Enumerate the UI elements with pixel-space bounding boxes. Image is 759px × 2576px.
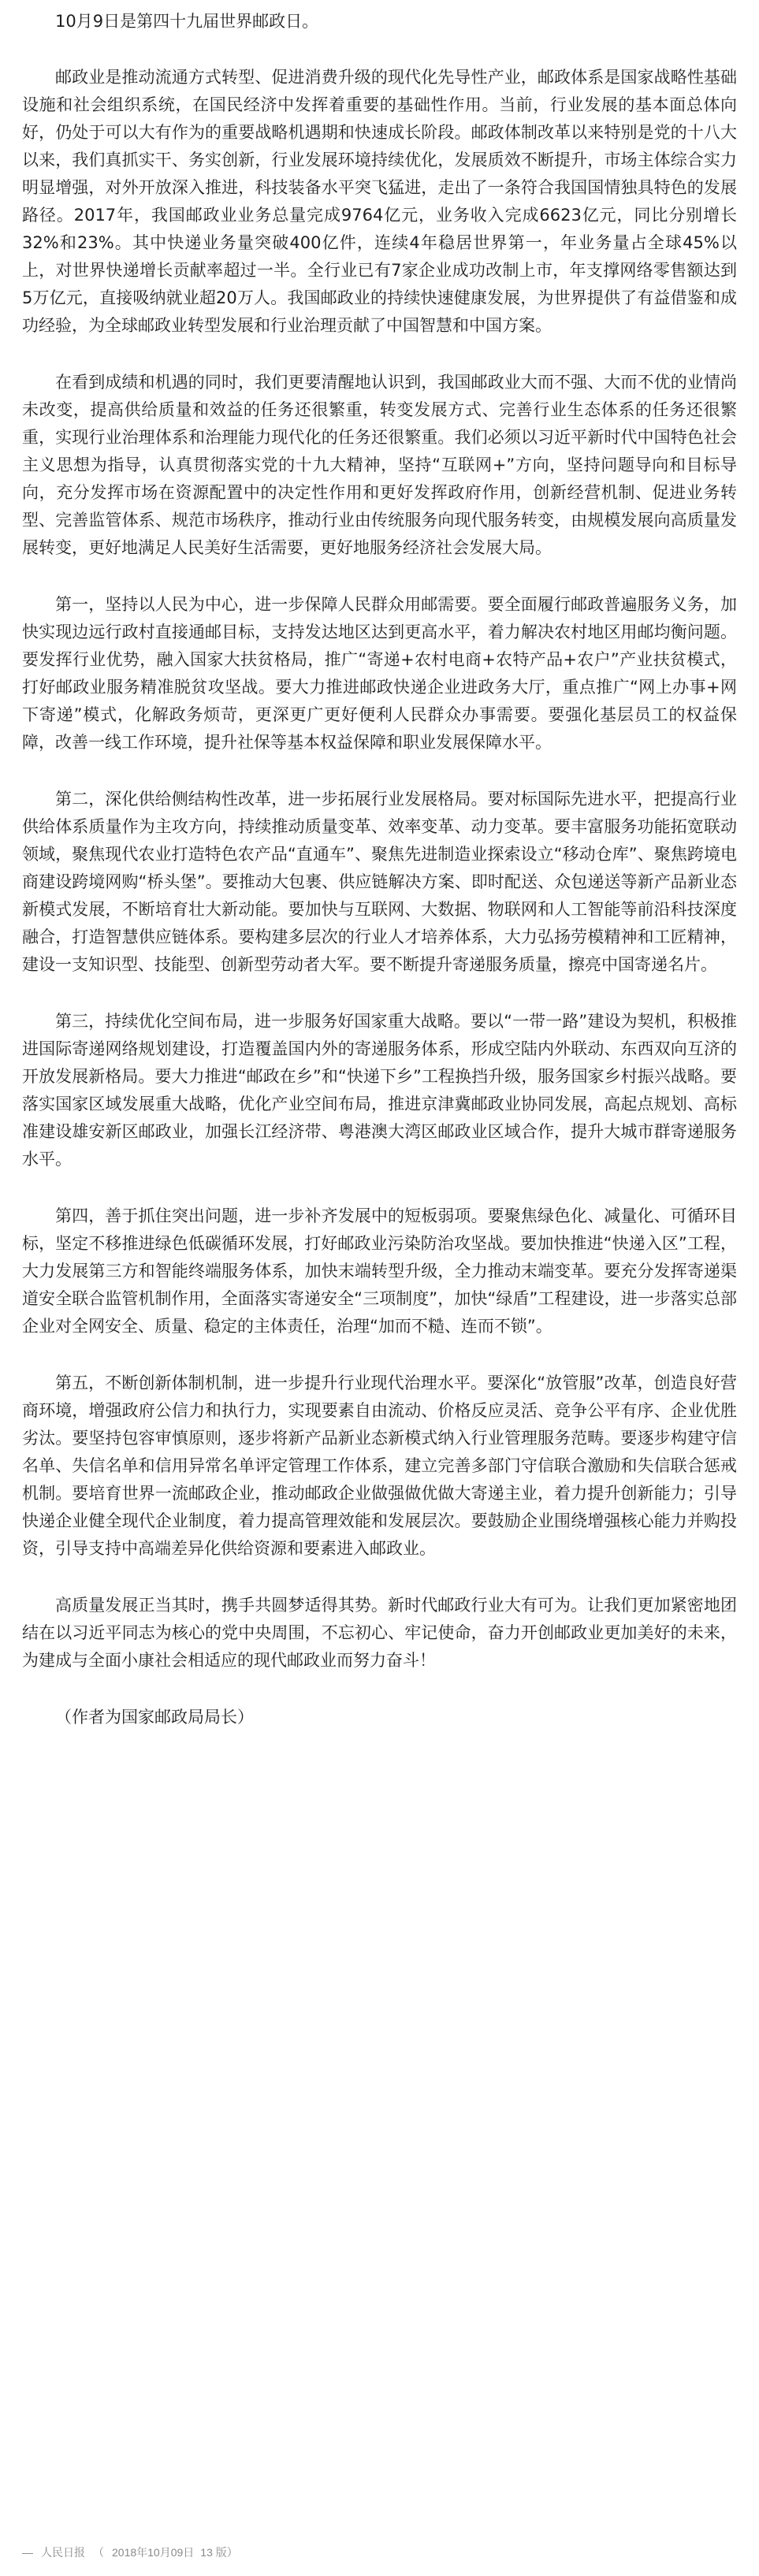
intro-paragraph: 10月9日是第四十九届世界邮政日。 [55, 12, 319, 31]
paragraph-5: 第三，持续优化空间布局，进一步服务好国家重大战略。要以“一带一路”建设为契机，积极推进国际寄递网络规划建设，打造覆盖国内外的寄递服务体系，形成空陆内外联动、东西双向互济的开放发展新格局。要大力推进“邮政在乡”和“快递下乡”工程换挡升级，服务国家乡村振兴战略。要落实国家区域发展重大战略，优化产业空间布局，推进京津冀邮政业协同发展，高起点规划、高标准建设雄安新区邮政业，加强长江经济带、粤港澳大湾区邮政业区域合作，提升大城市群寄递服务水平。 [22, 1012, 737, 1169]
paragraph-1: 邮政业是推动流通方式转型、促进消费升级的现代化先导性产业，邮政体系是国家战略性基础设施和社会组织系统，在国民经济中发挥着重要的基础性作用。当前，行业发展的基本面总体向好，仍处于可以大有作为的重要战略机遇期和快速成长阶段。邮政体制改革以来特别是党的十八大以来，我们真抓实干、务实创新，行业发展环境持续优化，发展质效不断提升，市场主体综合实力明显增强，对外开放深入推进，科技装备水平突飞猛进，走出了一条符合我国国情独具特色的发展路径。2017年，我国邮政业业务总量完成9764亿元，业务收入完成6623亿元，同比分别增长32%和23%。其中快递业务量突破400亿件，连续4年稳居世界第一，年业务量占全球45%以上，对世界快递增长贡献率超过一半。全行业已有7家企业成功改制上市，年支撑网络零售额达到5万亿元，直接吸纳就业超20万人。我国邮政业的持续快速健康发展，为世界提供了有益借鉴和成功经验，为全球邮政业转型发展和行业治理贡献了中国智慧和中国方案。 [22, 68, 737, 335]
paragraph-2: 在看到成绩和机遇的同时，我们更要清醒地认识到，我国邮政业大而不强、大而不优的业情尚未改变，提高供给质量和效益的任务还很繁重，转变发展方式、完善行业生态体系的任务还很繁重，实现行业治理体系和治理能力现代化的任务还很繁重。我们必须以习近平新时代中国特色社会主义思想为指导，认真贯彻落实党的十九大精神，坚持“互联网+”方向，坚持问题导向和目标导向，充分发挥市场在资源配置中的决定性作用和更好发挥政府作用，创新经营机制、促进业务转型、完善监管体系、规范市场秩序，推动行业由传统服务向现代服务转变，由规模发展向高质量发展转变，更好地满足人民美好生活需要，更好地服务经济社会发展大局。 [22, 373, 737, 557]
author-note: （作者为国家邮政局局长） [55, 1708, 254, 1727]
dash-icon: — [22, 2546, 33, 2559]
source-page: 13 版 [200, 2546, 227, 2559]
close-paren-icon: ） [226, 2546, 238, 2559]
paragraph-8: 高质量发展正当其时，携手共圆梦适得其势。新时代邮政行业大有可为。让我们更加紧密地团结在以习近平同志为核心的党中央周围，不忘初心、牢记使命，奋力开创邮政业更加美好的未来，为建成与全面小康社会相适应的现代邮政业而努力奋斗！ [22, 1596, 737, 1670]
paragraph-4: 第二，深化供给侧结构性改革，进一步拓展行业发展格局。要对标国际先进水平，把提高行业供给体系质量作为主攻方向，持续推动质量变革、效率变革、动力变革。要丰富服务功能拓宽联动领域，聚焦现代农业打造特色农产品“直通车”、聚焦先进制造业探索设立“移动仓库”、聚焦跨境电商建设跨境网购“桥头堡”。要推动大包裹、供应链解决方案、即时配送、众包递送等新产品新业态新模式发展，不断培育壮大新动能。要加快与互联网、大数据、物联网和人工智能等前沿科技深度融合，打造智慧供应链体系。要构建多层次的行业人才培养体系，大力弘扬劳模精神和工匠精神，建设一支知识型、技能型、创新型劳动者大军。要不断提升寄递服务质量，擦亮中国寄递名片。 [22, 790, 737, 974]
source-footer [22, 2541, 737, 2564]
source-name: 人民日报 [41, 2546, 85, 2559]
paragraph-3: 第一，坚持以人民为中心，进一步保障人民群众用邮需要。要全面履行邮政普遍服务义务，加快实现边远行政村直接通邮目标，支持发达地区达到更高水平，着力解决农村地区用邮均衡问题。要发挥行业优势，融入国家大扶贫格局，推广“寄递+农村电商+农特产品+农户”产业扶贫模式，打好邮政业服务精准脱贫攻坚战。要大力推进邮政快递企业进政务大厅，重点推广“网上办事+网下寄递”模式，化解政务烦苛，更深更广更好便利人民群众办事需要。要强化基层员工的权益保障，改善一线工作环境，提升社保等基本权益保障和职业发展保障水平。 [22, 595, 737, 752]
open-paren-icon: （ [93, 2546, 104, 2559]
source-date: 2018年10月09日 [112, 2546, 195, 2559]
paragraph-7: 第五，不断创新体制机制，进一步提升行业现代治理水平。要深化“放管服”改革，创造良好营商环境，增强政府公信力和执行力，实现要素自由流动、价格反应灵活、竞争公平有序、企业优胜劣汰。要坚持包容审慎原则，逐步将新产品新业态新模式纳入行业管理服务范畴。要逐步构建守信名单、失信名单和信用异常名单评定管理工作体系，建立完善多部门守信联合激励和失信联合惩戒机制。要培育世界一流邮政企业，推动邮政企业做强做优做大寄递主业，着力提升创新能力；引导快递企业健全现代企业制度，着力提高管理效能和发展层次。要鼓励企业围绕增强核心能力并购投资，引导支持中高端差异化供给资源和要素进入邮政业。 [22, 1373, 737, 1558]
paragraph-6: 第四，善于抓住突出问题，进一步补齐发展中的短板弱项。要聚焦绿色化、减量化、可循环目标，坚定不移推进绿色低碳循环发展，打好邮政业污染防治攻坚战。要加快推进“快递入区”工程，大力发展第三方和智能终端服务体系，加快末端转型升级，全力推动末端变革。要充分发挥寄递渠道安全联合监管机制作用，全面落实寄递安全“三项制度”，加快“绿盾”工程建设，进一步落实总部企业对全网安全、质量、稳定的主体责任，治理“加而不糙、连而不锁”。 [22, 1206, 737, 1336]
